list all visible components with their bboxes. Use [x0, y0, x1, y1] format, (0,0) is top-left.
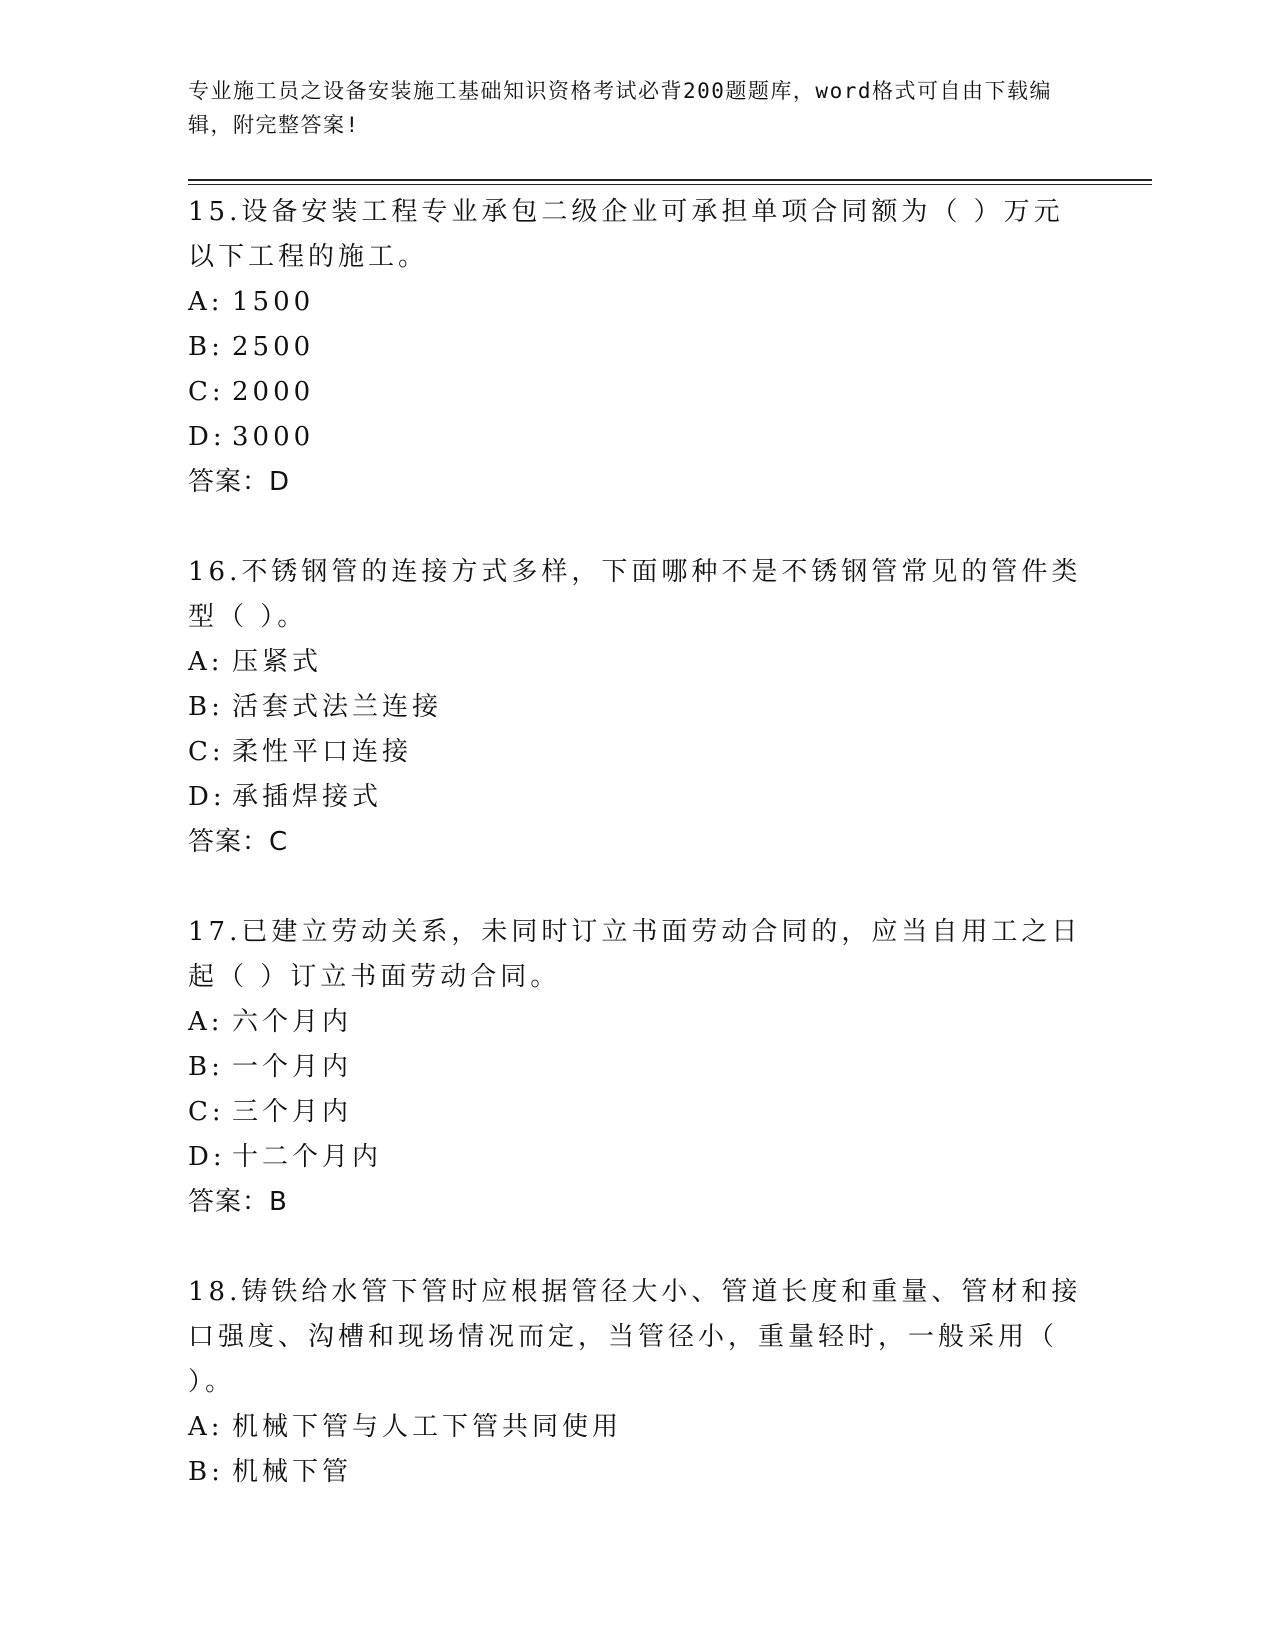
- option-letter: C:: [188, 737, 225, 767]
- option-c: [188, 370, 1088, 415]
- option-text: 六个月内: [232, 1007, 353, 1037]
- option-text: 活套式法兰连接: [232, 692, 443, 722]
- option-a: [188, 1000, 1088, 1045]
- option-text: 一个月内: [232, 1052, 353, 1082]
- header-divider-thin: [188, 184, 1152, 185]
- option-letter: A:: [188, 647, 224, 677]
- option-b: [188, 1450, 1088, 1495]
- header-divider-thick: [188, 179, 1152, 181]
- option-text: 2500: [232, 332, 315, 362]
- option-text: 三个月内: [232, 1097, 353, 1127]
- option-d: [188, 1135, 1088, 1180]
- option-text: 机械下管: [232, 1457, 353, 1487]
- answer-line: 答案：D: [188, 467, 291, 497]
- option-letter: C:: [188, 377, 225, 407]
- option-letter: B:: [188, 1457, 224, 1487]
- option-text: 3000: [232, 422, 315, 452]
- question-text: 17.已建立劳动关系，未同时订立书面劳动合同的，应当自用工之日起（ ）订立书面劳动合同。: [188, 917, 1082, 992]
- option-d: [188, 415, 1088, 460]
- option-c: [188, 1090, 1088, 1135]
- option-text: 十二个月内: [232, 1142, 383, 1172]
- option-text: 承插焊接式: [232, 782, 383, 812]
- question-16: [188, 550, 1088, 864]
- answer-line: 答案：B: [188, 1187, 288, 1217]
- question-18: [188, 1270, 1088, 1495]
- option-letter: B:: [188, 1052, 224, 1082]
- option-a: [188, 280, 1088, 325]
- option-letter: D:: [188, 1142, 226, 1172]
- option-text: 2000: [232, 377, 315, 407]
- option-letter: B:: [188, 692, 224, 722]
- option-d: [188, 775, 1088, 820]
- option-letter: D:: [188, 422, 226, 452]
- option-text: 压紧式: [232, 647, 323, 677]
- option-a: [188, 640, 1088, 685]
- question-text: 16.不锈钢管的连接方式多样，下面哪种不是不锈钢管常见的管件类型（ ）。: [188, 557, 1082, 632]
- option-letter: B:: [188, 332, 224, 362]
- option-letter: C:: [188, 1097, 225, 1127]
- option-b: [188, 1045, 1088, 1090]
- question-15: [188, 190, 1088, 504]
- option-letter: A:: [188, 1412, 224, 1442]
- question-text: 18.铸铁给水管下管时应根据管径大小、管道长度和重量、管材和接口强度、沟槽和现场情况而定，当管径小，重量轻时，一般采用（ ）。: [188, 1277, 1082, 1397]
- document-header: 专业施工员之设备安装施工基础知识资格考试必背200题题库，word格式可自由下载编辑，附完整答案!: [188, 79, 1052, 137]
- option-text: 机械下管与人工下管共同使用: [232, 1412, 623, 1442]
- option-text: 1500: [232, 287, 315, 317]
- option-letter: A:: [188, 1007, 224, 1037]
- option-a: [188, 1405, 1088, 1450]
- question-17: [188, 910, 1088, 1224]
- question-text: 15.设备安装工程专业承包二级企业可承担单项合同额为（ ）万元以下工程的施工。: [188, 197, 1064, 272]
- answer-line: 答案：C: [188, 827, 289, 857]
- option-letter: A:: [188, 287, 224, 317]
- option-text: 柔性平口连接: [232, 737, 413, 767]
- option-c: [188, 730, 1088, 775]
- option-letter: D:: [188, 782, 226, 812]
- question-list: [188, 190, 1088, 1541]
- option-b: [188, 325, 1088, 370]
- option-b: [188, 685, 1088, 730]
